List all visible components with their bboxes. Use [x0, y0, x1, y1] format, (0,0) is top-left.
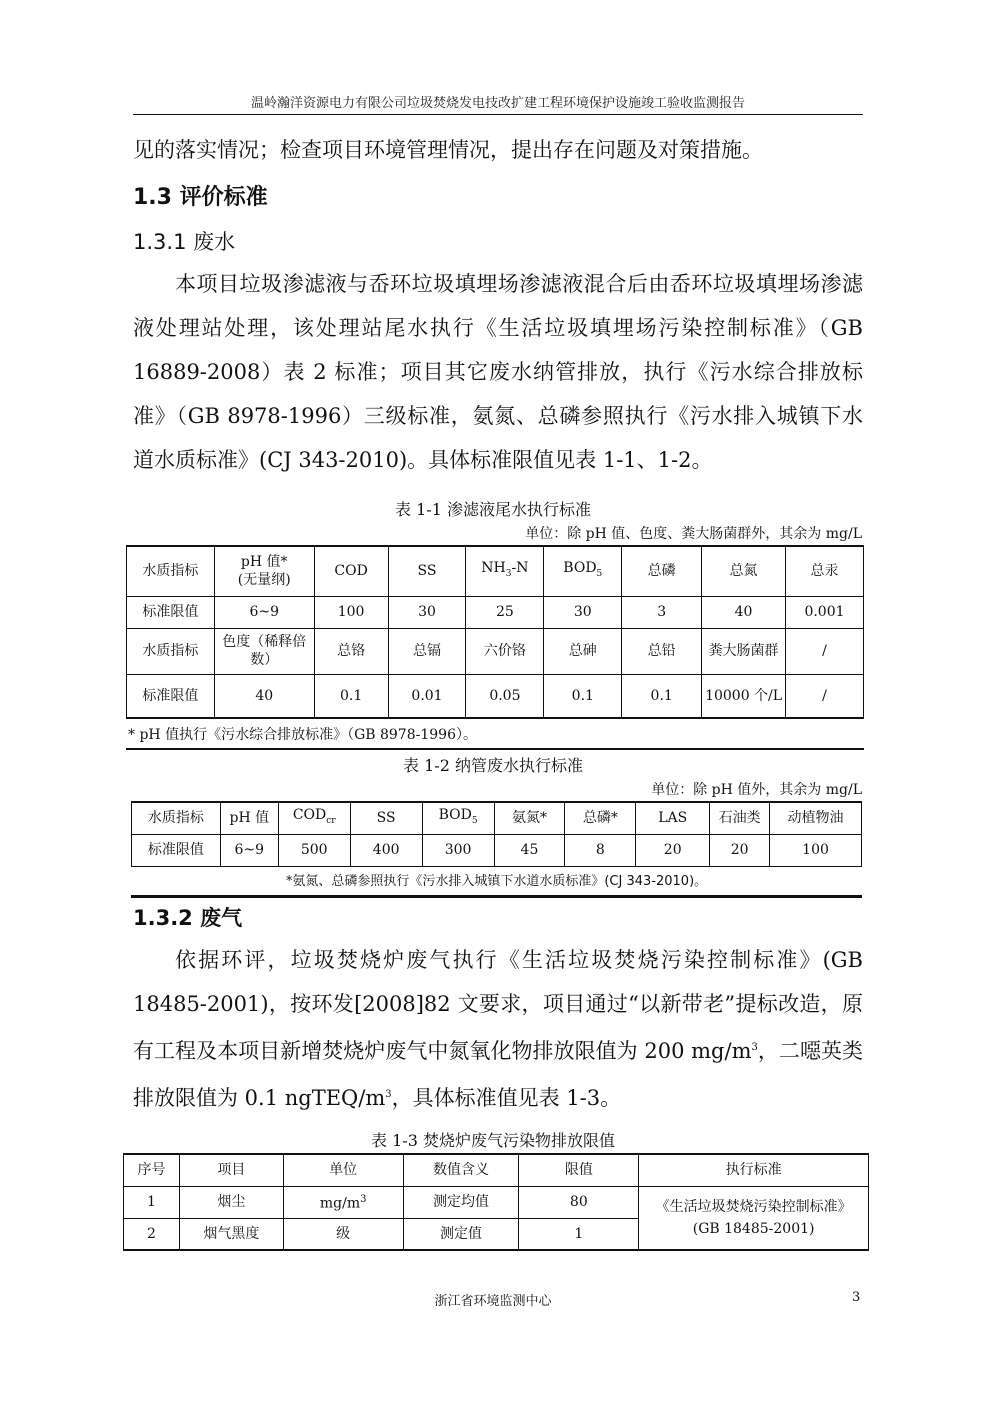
table-cell: 100 — [314, 596, 388, 628]
table-cell: 0.001 — [786, 596, 864, 628]
table-1-1 — [126, 545, 864, 719]
table-cell: 1 — [124, 1186, 180, 1218]
table-cell: $mg/m^3$ — [283, 1186, 403, 1218]
table-cell: 水质指标 — [132, 802, 221, 834]
table-cell: 总铅 — [622, 628, 702, 674]
table-cell: 30 — [544, 596, 622, 628]
table-cell: 500 — [278, 834, 350, 866]
table-cell: 3 — [622, 596, 702, 628]
table-row — [127, 628, 864, 674]
table-cell: pH 值* (无量纲) — [214, 546, 314, 596]
table2-note: *氨氮、总磷参照执行《污水排入城镇下水道水质标准》(CJ 343-2010)。 — [285, 874, 708, 889]
table-cell: 20 — [710, 834, 770, 866]
table-cell: 10000 个/L — [702, 674, 786, 718]
table1-unit: 单位：除 pH 值、色度、粪大肠菌群外，其余为 mg/L — [525, 526, 862, 542]
table-cell: $NH_3-N$ — [466, 546, 544, 596]
table-cell: 烟尘 — [179, 1186, 283, 1218]
table1-note: * pH 值执行《污水综合排放标准》（GB 8978-1996）。 — [128, 727, 477, 743]
table-cell: 20 — [636, 834, 710, 866]
table-cell: 45 — [494, 834, 565, 866]
table-cell: 2 — [124, 1218, 180, 1250]
table-cell: 总磷 — [622, 546, 702, 596]
table3-caption: 表 1-3 焚烧炉废气污染物排放限值 — [371, 1131, 615, 1150]
table2-unit: 单位：除 pH 值外，其余为 mg/L — [651, 782, 862, 798]
table-cell: 30 — [388, 596, 466, 628]
table-cell: 40 — [214, 674, 314, 718]
table-cell: 总汞 — [786, 546, 864, 596]
table-cell: 6~9 — [220, 834, 278, 866]
table2-caption: 表 1-2 纳管废水执行标准 — [403, 756, 583, 775]
table-cell: 测定均值 — [403, 1186, 519, 1218]
wastewater-paragraph: 本项目垃圾渗滤液与岙环垃圾填埋场渗滤液混合后由岙环垃圾填埋场渗滤液处理站处理，该处理站尾水执行《生活垃圾填埋场污染控制标准》（GB 16889-2008）表 2 标准；项目其它废水纳管排放，执行《污水综合排放标准》（GB 8978-1996）三级标准，氨氮、总磷参照执行《污水排入城镇下水道水质标准》(CJ 343-2010)。具体标准限值见表 1-1、1-2。 — [133, 272, 863, 472]
table-cell: 氨氮* — [494, 802, 565, 834]
table-divider — [131, 895, 862, 898]
table-cell: / — [786, 674, 864, 718]
section-heading-1-3-2: 1.3.2 废气 — [133, 906, 243, 930]
table-cell: 烟气黑度 — [179, 1218, 283, 1250]
table-divider — [126, 748, 864, 750]
table-cell: 1 — [519, 1218, 639, 1250]
table-row — [127, 674, 864, 718]
table-cell: 粪大肠菌群 — [702, 628, 786, 674]
table-cell: 400 — [350, 834, 422, 866]
table-cell: 总砷 — [544, 628, 622, 674]
table-cell: COD — [314, 546, 388, 596]
table-cell: 0.1 — [622, 674, 702, 718]
table-cell: / — [786, 628, 864, 674]
gas-paragraph: 依据环评，垃圾焚烧炉废气执行《生活垃圾焚烧污染控制标准》(GB 18485-2001)，按环发[2008]82 文要求，项目通过“以新带老”提标改造，原有工程及本项目新增焚烧炉废气中氮氧化物排放限值为 200 $mg/m^3$，二噁英类排放限值为 0.1 ngTEQ/$m^3$，具体标准值见表 1-3。 — [133, 948, 863, 1110]
table-cell: 6~9 — [214, 596, 314, 628]
table-cell: LAS — [636, 802, 710, 834]
table-cell: 0.05 — [466, 674, 544, 718]
table-cell: 总镉 — [388, 628, 466, 674]
table-cell: 标准限值 — [127, 674, 215, 718]
table-cell: 项目 — [179, 1154, 283, 1186]
table-cell: 数值含义 — [403, 1154, 519, 1186]
table-cell: SS — [350, 802, 422, 834]
table-cell: 水质指标 — [127, 546, 215, 596]
table-cell: 执行标准 — [639, 1154, 869, 1186]
table-cell: 80 — [519, 1186, 639, 1218]
table-cell: pH 值 — [220, 802, 278, 834]
table1-caption: 表 1-1 渗滤液尾水执行标准 — [395, 500, 591, 519]
table-cell: 《生活垃圾焚烧污染控制标准》(GB 18485-2001) — [639, 1186, 869, 1250]
table-cell: 0.1 — [544, 674, 622, 718]
table-cell: 色度（稀释倍数） — [214, 628, 314, 674]
table-cell: 水质指标 — [127, 628, 215, 674]
table-row — [124, 1186, 869, 1218]
page-header: 温岭瀚洋资源电力有限公司垃圾焚烧发电技改扩建工程环境保护设施竣工验收监测报告 — [133, 92, 863, 115]
intro-line: 见的落实情况；检查项目环境管理情况，提出存在问题及对策措施。 — [133, 138, 763, 162]
table-cell: 8 — [565, 834, 636, 866]
table-cell: 300 — [422, 834, 494, 866]
table-cell: 序号 — [124, 1154, 180, 1186]
table-row — [127, 546, 864, 596]
table-cell: 单位 — [283, 1154, 403, 1186]
table-cell: 0.01 — [388, 674, 466, 718]
table-cell: 100 — [770, 834, 862, 866]
table-row — [132, 834, 862, 866]
table-row — [124, 1154, 869, 1186]
section-heading-1-3-1: 1.3.1 废水 — [133, 230, 236, 254]
table-cell: 总磷* — [565, 802, 636, 834]
page-number: 3 — [852, 1290, 861, 1305]
table-cell: 总氮 — [702, 546, 786, 596]
table-cell: 测定值 — [403, 1218, 519, 1250]
table-cell: 级 — [283, 1218, 403, 1250]
table-cell: 限值 — [519, 1154, 639, 1186]
table-cell: $COD_{cr}$ — [278, 802, 350, 834]
table-cell: 动植物油 — [770, 802, 862, 834]
table-cell: 40 — [702, 596, 786, 628]
table-cell: 六价铬 — [466, 628, 544, 674]
page-footer: 浙江省环境监测中心 — [434, 1294, 552, 1309]
table-cell: SS — [388, 546, 466, 596]
table-cell: 标准限值 — [127, 596, 215, 628]
table-1-2 — [131, 801, 862, 867]
table-cell: 25 — [466, 596, 544, 628]
table-cell: $BOD_5$ — [544, 546, 622, 596]
table-row — [132, 802, 862, 834]
table-row — [127, 596, 864, 628]
section-heading-1-3: 1.3 评价标准 — [133, 185, 268, 210]
table-cell: $BOD_5$ — [422, 802, 494, 834]
table-cell: 0.1 — [314, 674, 388, 718]
table-cell: 标准限值 — [132, 834, 221, 866]
table-cell: 石油类 — [710, 802, 770, 834]
table-1-3 — [123, 1153, 869, 1251]
table-cell: 总铬 — [314, 628, 388, 674]
